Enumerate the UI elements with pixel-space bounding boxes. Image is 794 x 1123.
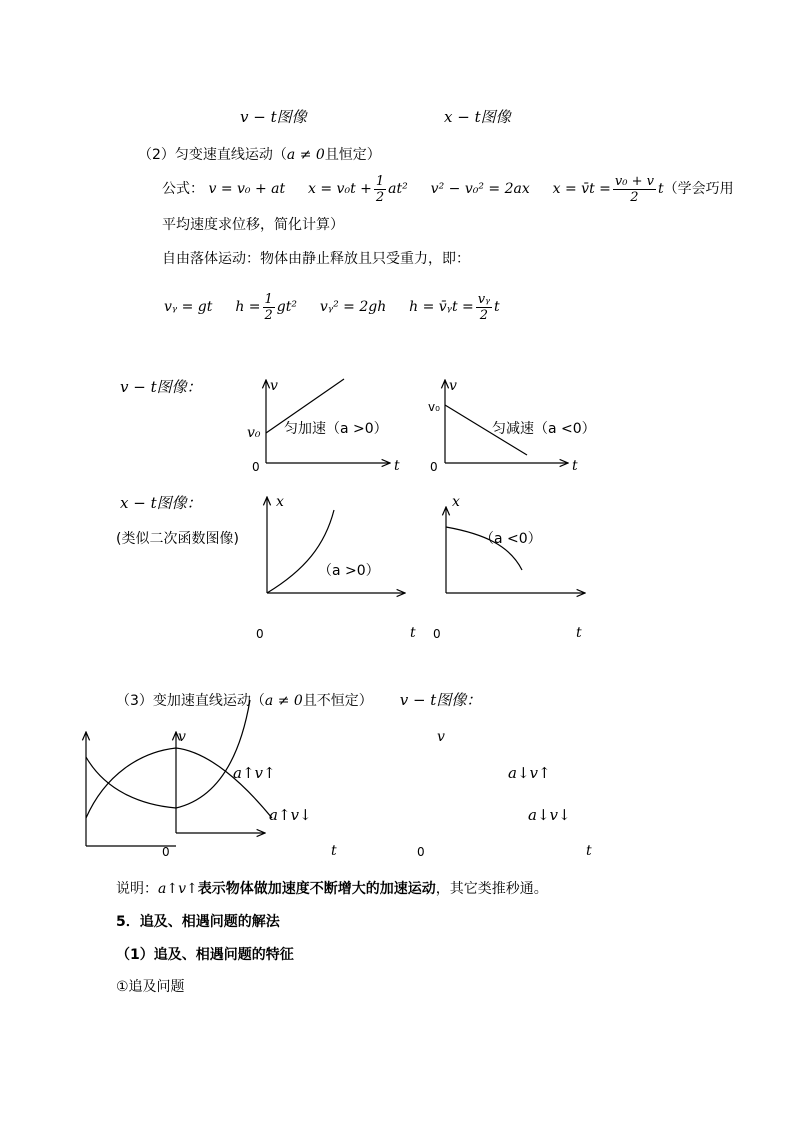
- xt-right-caption: （a <0）: [480, 531, 542, 547]
- explanation-symbol: a↑v↑: [158, 881, 198, 897]
- curve-a-down-v-up: [86, 748, 176, 818]
- label-a-down-v-down: a↓v↓: [528, 806, 571, 824]
- section2-title-suffix: 且恒定）: [324, 147, 381, 163]
- section3-title: [116, 691, 481, 710]
- section3-origin-right: 0: [417, 845, 425, 859]
- vt-left-v0-label: v₀: [247, 425, 261, 441]
- section3-title-suffix: 且不恒定）: [302, 693, 373, 709]
- fraction-denominator: 2: [264, 307, 273, 323]
- section5-subtitle: （1）追及、相遇问题的特征: [116, 947, 294, 963]
- section3-vt-label: v − t图像：: [399, 691, 482, 709]
- explanation-suffix: ，其它类推秒通。: [435, 881, 548, 897]
- xt-right-x-label: t: [576, 625, 582, 641]
- section5-title: 5．追及、相遇问题的解法: [116, 914, 280, 930]
- xt-left-caption: （a >0）: [318, 563, 380, 579]
- formula-displacement-right: at²: [388, 181, 408, 197]
- vt-right-origin: 0: [430, 460, 438, 474]
- vt-left-origin: 0: [252, 460, 260, 474]
- label-a-down-v-up: a↓v↑: [508, 764, 551, 782]
- vt-right-x-label: t: [572, 458, 578, 474]
- freefall-average-left: h = v̄ᵧt =: [409, 299, 474, 315]
- xt-left-origin: 0: [256, 627, 264, 641]
- curve-a-up-v-down: [176, 748, 272, 818]
- freefall-intro: 自由落体运动：物体由静止释放且只受重力，即：: [162, 251, 470, 267]
- formula-average-right: t: [657, 181, 664, 197]
- xt-section-label: x − t图像：: [120, 494, 202, 512]
- section3-t-left: t: [331, 843, 337, 859]
- formula-average-left: x = v̄t =: [552, 181, 611, 197]
- formula-velocity-squared: v² − v₀² = 2ax: [430, 181, 530, 197]
- fraction-numerator: 1: [264, 291, 273, 307]
- freefall-height-left: h =: [235, 299, 261, 315]
- section3-title-cond: a ≠ 0: [264, 693, 303, 709]
- section2-title-cond: a ≠ 0: [286, 147, 325, 163]
- formula-note-line2: 平均速度求位移，简化计算）: [162, 217, 344, 233]
- vt-left-caption: 匀加速（a >0）: [284, 421, 388, 437]
- section5-item1: ①追及问题: [116, 979, 185, 995]
- explanation: [116, 880, 548, 898]
- xt-right-origin: 0: [433, 627, 441, 641]
- section2-title-prefix: （2）匀变速直线运动（: [138, 147, 287, 163]
- formula-velocity: v = v₀ + at: [208, 181, 286, 197]
- xt-graph-decelerate: [446, 507, 585, 593]
- xt-note: (类似二次函数图像): [116, 531, 239, 547]
- vt-left-x-label: t: [394, 458, 400, 474]
- fraction-numerator: v₀ + v: [614, 173, 654, 189]
- xt-left-curve: [267, 510, 334, 593]
- explanation-text: 表示物体做加速度不断增大的加速运动: [197, 881, 436, 897]
- section3-title-prefix: （3）变加速直线运动（: [116, 693, 265, 709]
- xt-left-y-label: x: [276, 494, 284, 510]
- fraction-numerator: 1: [375, 173, 385, 189]
- section3-v-axis-right: v: [437, 729, 445, 745]
- fraction-denominator: 2: [479, 307, 489, 323]
- fraction-denominator: 2: [630, 189, 639, 205]
- xt-right-y-label: x: [452, 494, 460, 510]
- explanation-prefix: 说明：: [116, 881, 158, 897]
- xt-left-x-label: t: [410, 625, 416, 641]
- freefall-velocity: vᵧ = gt: [164, 299, 213, 315]
- formula-label: 公式：: [162, 181, 204, 197]
- header-vt-label: v − t图像: [240, 108, 307, 126]
- freefall-height-right: gt²: [276, 299, 297, 315]
- curve-a-up-v-up: [176, 700, 250, 808]
- vt-right-v0-label: v₀: [428, 400, 440, 414]
- label-a-up-v-up: a↑v↑: [233, 764, 276, 782]
- freefall-velocity-squared: vᵧ² = 2gh: [319, 299, 387, 315]
- label-a-up-v-down: a↑v↓: [269, 806, 312, 824]
- formula-displacement-left: x = v₀t +: [308, 181, 372, 197]
- vt-right-y-label: v: [449, 378, 457, 394]
- section3-t-right: t: [586, 843, 592, 859]
- section3-origin-left: 0: [162, 845, 170, 859]
- vt-right-caption: 匀减速（a <0）: [492, 421, 596, 437]
- vt-left-y-label: v: [270, 378, 278, 394]
- variable-accel-graph-left: [86, 732, 176, 846]
- formula-note: （学会巧用: [663, 181, 734, 197]
- vt-section-label: v − t图像：: [120, 378, 202, 396]
- freefall-average-right: t: [494, 299, 500, 315]
- fraction-numerator: vᵧ: [477, 291, 491, 307]
- header-xt-label: x − t图像: [444, 108, 511, 126]
- section3-v-axis-left: v: [178, 729, 186, 745]
- fraction-denominator: 2: [375, 189, 385, 205]
